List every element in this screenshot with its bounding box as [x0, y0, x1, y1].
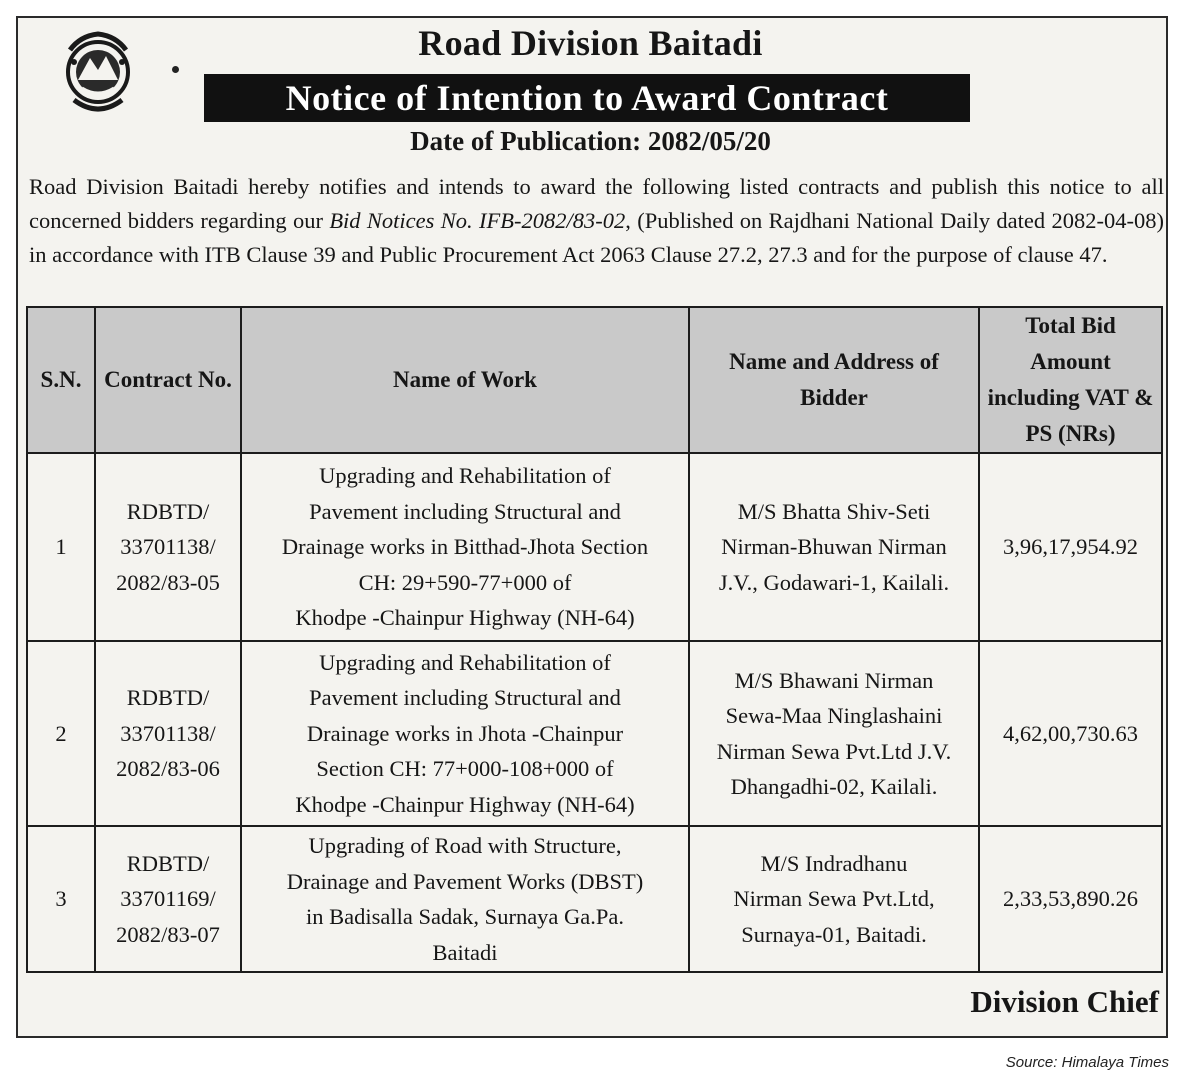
- notice-title: Notice of Intention to Award Contract: [285, 78, 889, 118]
- work-line: Upgrading and Rehabilitation of: [319, 649, 611, 675]
- contract-no-line: RDBTD/: [126, 850, 210, 876]
- cell-contract-no: [95, 453, 241, 641]
- table-row: [27, 453, 1162, 641]
- contract-no-line: 33701138/: [120, 534, 216, 560]
- work-line: CH: 29+590-77+000 of: [358, 569, 572, 595]
- work-line: Upgrading and Rehabilitation of: [319, 463, 611, 489]
- header-sn: S.N.: [27, 307, 95, 453]
- contract-no-line: RDBTD/: [126, 498, 210, 524]
- table-header-row: [27, 307, 1162, 453]
- bidder-line: Nirman Sewa Pvt.Ltd,: [733, 886, 935, 912]
- header-amount: Total Bid Amount including VAT & PS (NRs): [979, 307, 1162, 453]
- bidder-line: J.V., Godawari-1, Kailali.: [718, 569, 950, 595]
- bidder-line: M/S Indradhanu: [760, 850, 908, 876]
- cell-bidder: [689, 826, 979, 972]
- contract-no-line: 2082/83-06: [116, 756, 220, 782]
- work-line: Drainage works in Bitthad-Jhota Section: [281, 534, 649, 560]
- cell-contract-no: [95, 641, 241, 826]
- work-line: Pavement including Structural and: [309, 685, 621, 711]
- cell-sn: 3: [27, 826, 95, 972]
- source-credit: Source: Himalaya Times: [1005, 1054, 1169, 1071]
- bidder-line: M/S Bhawani Nirman: [734, 667, 934, 693]
- contract-no-line: 2082/83-05: [116, 569, 220, 595]
- cell-contract-no: [95, 826, 241, 972]
- work-line: Upgrading of Road with Structure,: [308, 833, 622, 858]
- notice-title-banner: [204, 74, 970, 122]
- signature-division-chief: Division Chief: [970, 984, 1159, 1019]
- cell-amount: 4,62,00,730.63: [979, 641, 1162, 826]
- cell-name-of-work: [241, 826, 689, 972]
- bidder-line: M/S Bhatta Shiv-Seti: [737, 498, 931, 524]
- work-line: Section CH: 77+000-108+000 of: [316, 756, 614, 782]
- intro-text-after: , (Published on Rajdhani National Daily dated 2082-04-08) in accordance with ITB Clause 39 and Public Procurement Act 2063 Clause 27.2, 27.3 and for the purpose of clause 47.: [29, 208, 1164, 267]
- intro-text-before: Road Division Baitadi hereby notifies and intends to award the following listed contracts and publish this notice to all concerned bidders regarding our: [29, 174, 1164, 233]
- cell-sn: 2: [27, 641, 95, 826]
- bidder-line: Nirman-Bhuwan Nirman: [721, 534, 947, 560]
- bidder-line: Surnaya-01, Baitadi.: [741, 921, 927, 947]
- cell-bidder: [689, 453, 979, 641]
- cell-bidder: [689, 641, 979, 826]
- contract-no-line: RDBTD/: [126, 685, 210, 711]
- table-row: [27, 826, 1162, 972]
- contract-no-line: 33701169/: [120, 886, 216, 912]
- cell-name-of-work: [241, 453, 689, 641]
- work-line: Drainage and Pavement Works (DBST): [286, 868, 644, 894]
- bidder-line: Sewa-Maa Ninglashaini: [725, 703, 943, 728]
- work-line: in Badisalla Sadak, Surnaya Ga.Pa.: [305, 904, 625, 929]
- contract-no-line: 2082/83-07: [116, 921, 220, 947]
- decorative-dot: [172, 66, 179, 73]
- contracts-table: [26, 306, 1163, 973]
- work-line: Drainage works in Jhota -Chainpur: [306, 720, 624, 746]
- work-line: Khodpe -Chainpur Highway (NH-64): [295, 791, 635, 817]
- office-name: Road Division Baitadi: [418, 23, 763, 63]
- contract-no-line: 33701138/: [120, 720, 216, 746]
- table-row: [27, 641, 1162, 826]
- bid-notice-reference: Bid Notices No. IFB-2082/83-02: [329, 208, 626, 233]
- work-line: Khodpe -Chainpur Highway (NH-64): [295, 605, 635, 631]
- header-bidder: Name and Address of Bidder: [689, 307, 979, 453]
- header-name-of-work: Name of Work: [241, 307, 689, 453]
- work-line: Pavement including Structural and: [309, 498, 621, 524]
- publication-date: Date of Publication: 2082/05/20: [410, 126, 771, 156]
- bidder-line: Dhangadhi-02, Kailali.: [730, 774, 938, 799]
- cell-sn: 1: [27, 453, 95, 641]
- bidder-line: Nirman Sewa Pvt.Ltd J.V.: [716, 738, 952, 764]
- header-contract-no: Contract No.: [95, 307, 241, 453]
- cell-name-of-work: [241, 641, 689, 826]
- cell-amount: 3,96,17,954.92: [979, 453, 1162, 641]
- cell-amount: 2,33,53,890.26: [979, 826, 1162, 972]
- intro-paragraph: [29, 170, 1164, 272]
- work-line: Baitadi: [432, 939, 498, 965]
